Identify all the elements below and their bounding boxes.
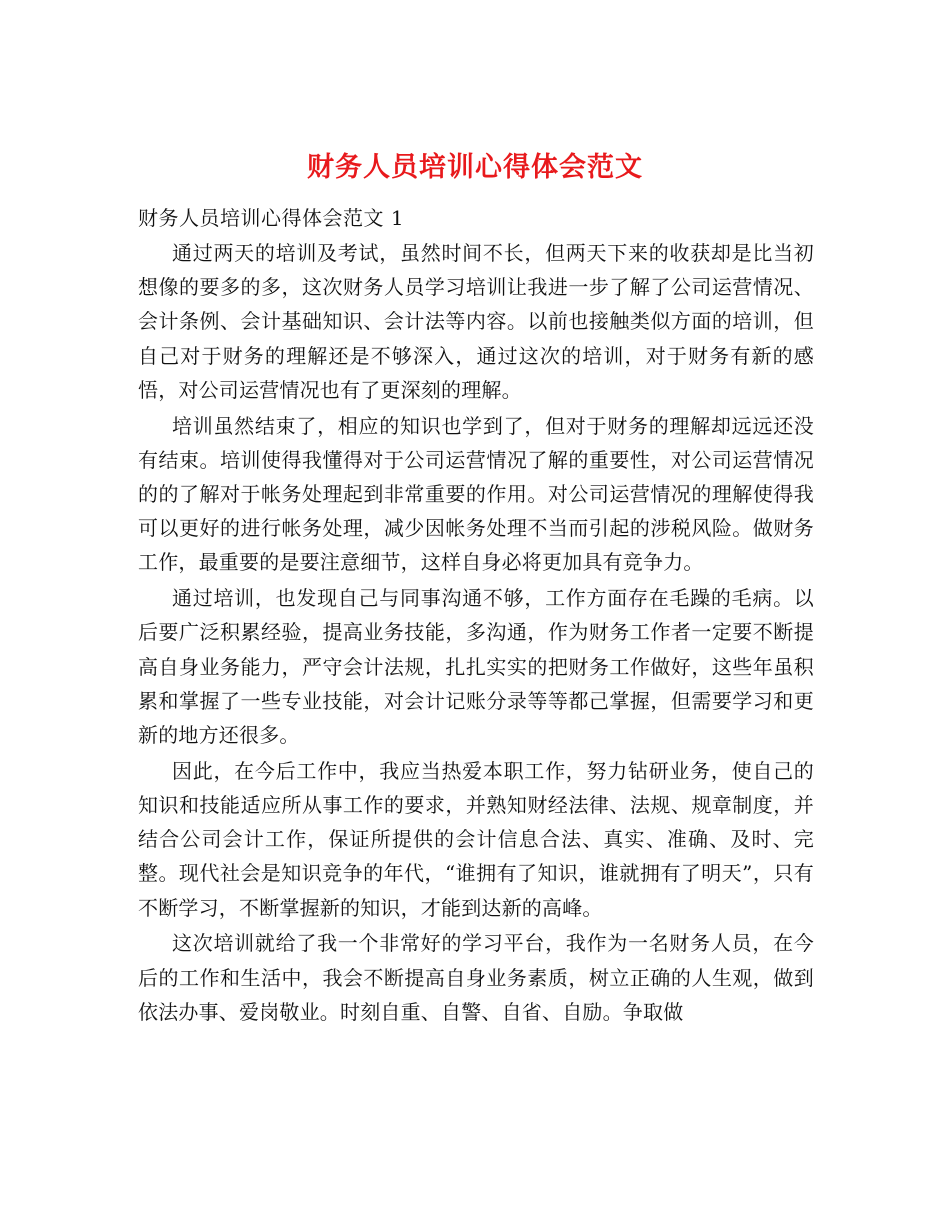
document-body: [138, 200, 814, 1031]
paragraph-2: 培训虽然结束了，相应的知识也学到了，但对于财务的理解却远远还没有结束。培训使得我懂得对于公司运营情况了解的重要性，对公司运营情况的的了解对于帐务处理起到非常重要的作用。对公司运营情况的理解使得我可以更好的进行帐务处理，减少因帐务处理不当而引起的涉税风险。做财务工作，最重要的是要注意细节，这样自身必将更加具有竞争力。: [138, 413, 814, 575]
paragraph-1: 通过两天的培训及考试，虽然时间不长，但两天下来的收获却是比当初想像的要多的多，这次财务人员学习培训让我进一步了解了公司运营情况、会计条例、会计基础知识、会计法等内容。以前也接触类似方面的培训，但自己对于财务的理解还是不够深入，通过这次的培训，对于财务有新的感悟，对公司运营情况也有了更深刻的理解。: [138, 241, 814, 402]
section-heading: 财务人员培训心得体会范文 1: [138, 206, 405, 230]
document-title: 财务人员培训心得体会范文: [307, 152, 643, 184]
paragraph-3: 通过培训，也发现自己与同事沟通不够，工作方面存在毛躁的毛病。以后要广泛积累经验，提高业务技能，多沟通，作为财务工作者一定要不断提高自身业务能力，严守会计法规，扎扎实实的把财务工作做好，这些年虽积累和掌握了一些专业技能，对会计记账分录等等都己掌握，但需要学习和更新的地方还很多。: [138, 586, 814, 748]
paragraph-5: 这次培训就给了我一个非常好的学习平台，我作为一名财务人员，在今后的工作和生活中，我会不断提高自身业务素质，树立正确的人生观，做到依法办事、爱岗敬业。时刻自重、自警、自省、自励。争取做: [138, 931, 814, 1024]
paragraph-4: 因此，在今后工作中，我应当热爱本职工作，努力钻研业务，使自己的知识和技能适应所从事工作的要求，并熟知财经法律、法规、规章制度，并结合公司会计工作，保证所提供的会计信息合法、真实、准确、及时、完整。现代社会是知识竞争的年代，“谁拥有了知识，谁就拥有了明天”，只有不断学习，不断掌握新的知识，才能到达新的高峰。: [138, 758, 814, 920]
